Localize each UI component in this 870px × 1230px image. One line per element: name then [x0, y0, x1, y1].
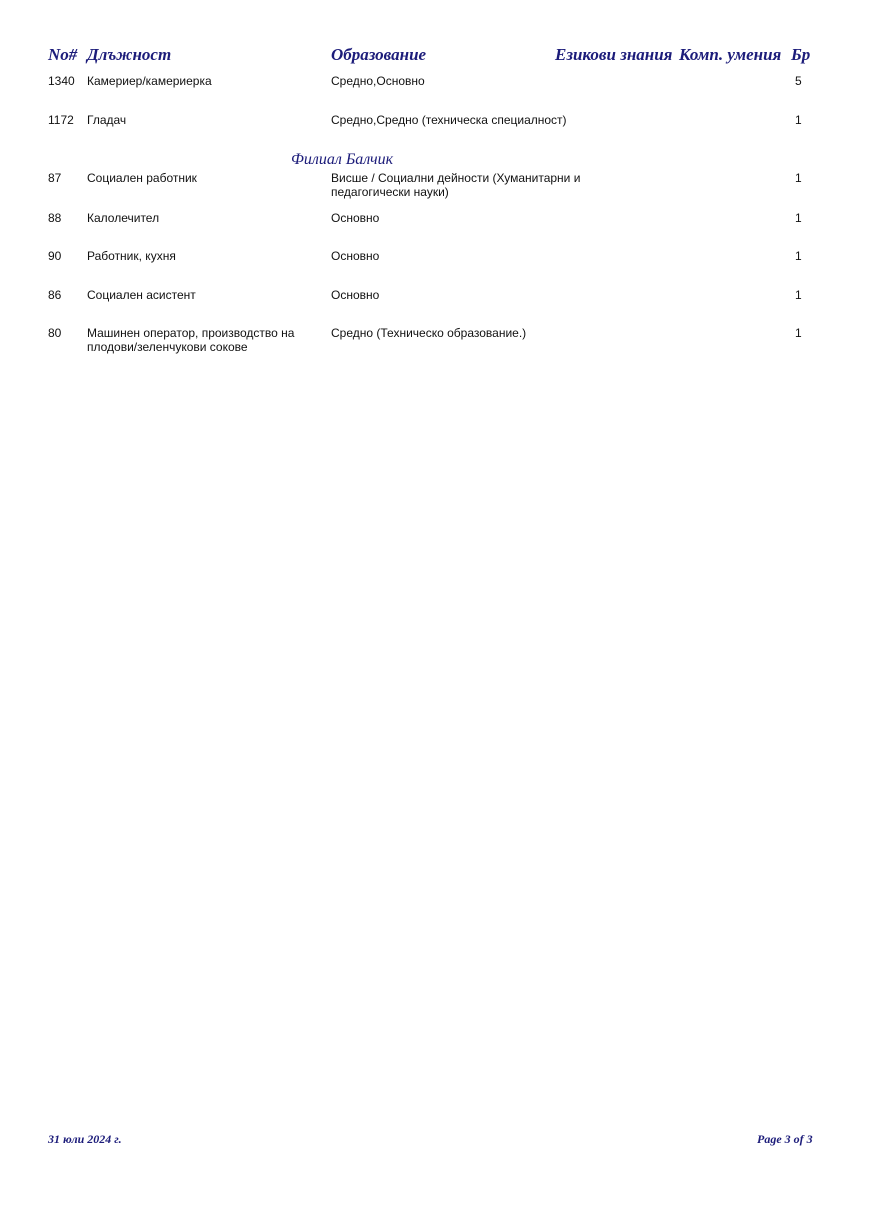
- row-count: 1: [795, 171, 802, 185]
- footer-page-number: Page 3 of 3: [757, 1132, 813, 1146]
- row-count: 1: [795, 249, 802, 263]
- row-position: Гладач: [87, 113, 127, 127]
- row-number: 1340: [48, 74, 75, 88]
- header-computer-skills: Комп. умения: [679, 45, 782, 64]
- row-number: 90: [48, 249, 62, 263]
- row-education: Висше / Социални дейности (Хуманитарни и педагогически науки): [331, 171, 581, 199]
- row-position: Калолечител: [87, 211, 160, 225]
- row-position: Социален работник: [87, 171, 197, 185]
- row-count: 1: [795, 288, 802, 302]
- footer-date: 31 юли 2024 г.: [48, 1132, 122, 1146]
- row-count: 1: [795, 211, 802, 225]
- section-title: Филиал Балчик: [291, 151, 394, 168]
- row-position: Машинен оператор, производство на плодови/зеленчукови сокове: [87, 326, 295, 354]
- header-languages: Езикови знания: [555, 45, 673, 64]
- row-education: Средно (Техническо образование.): [331, 326, 527, 340]
- row-number: 88: [48, 211, 62, 225]
- row-education: Основно: [331, 249, 380, 263]
- row-position: Работник, кухня: [87, 249, 176, 263]
- row-position: Социален асистент: [87, 288, 196, 302]
- row-number: 80: [48, 326, 62, 340]
- row-education: Средно,Средно (техническа специалност): [331, 113, 567, 127]
- row-number: 87: [48, 171, 62, 185]
- row-count: 1: [795, 113, 802, 127]
- row-position: Камериер/камериерка: [87, 74, 212, 88]
- header-count: Бр: [791, 45, 811, 64]
- row-education: Основно: [331, 211, 380, 225]
- row-number: 1172: [48, 113, 74, 127]
- row-education: Средно,Основно: [331, 74, 425, 88]
- row-number: 86: [48, 288, 62, 302]
- row-education: Основно: [331, 288, 380, 302]
- header-education: Образование: [331, 45, 427, 64]
- row-count: 1: [795, 326, 802, 340]
- header-no: No#: [48, 45, 78, 64]
- row-count: 5: [795, 74, 802, 88]
- header-position: Длъжност: [87, 45, 172, 64]
